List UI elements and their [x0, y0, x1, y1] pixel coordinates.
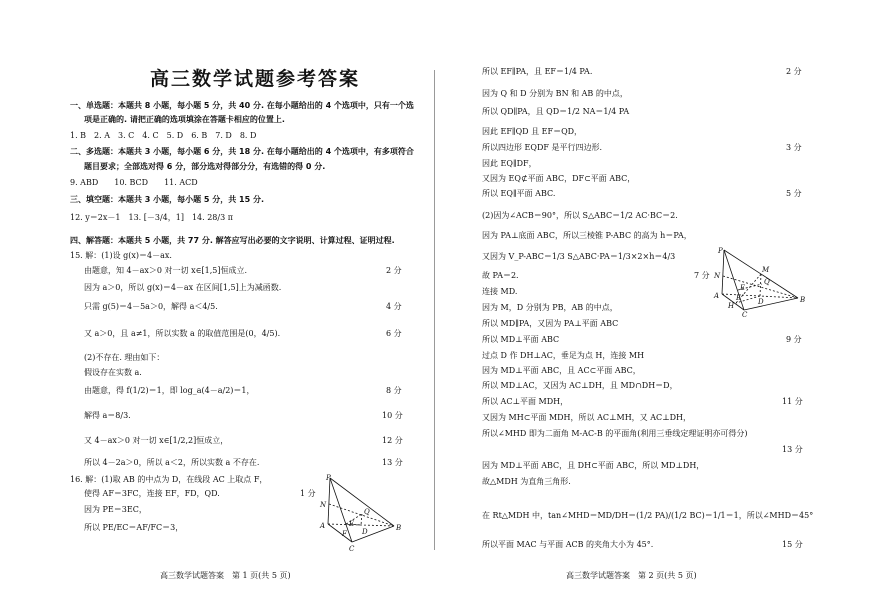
- q16-line: 所以 QD∥PA，且 QD＝1/2 NA＝1/4 PA: [482, 107, 630, 116]
- q16-line: 又因为 V_P-ABC＝1/3 S△ABC·PA＝1/3×2×h＝4/3: [482, 252, 676, 261]
- fig2-label-f: F: [736, 294, 741, 302]
- score-mark: 3 分: [786, 143, 802, 152]
- fig2-label-c: C: [742, 311, 748, 318]
- q16-line: 16. 解：(1)取 AB 的中点为 D，在线段 AC 上取点 F，: [70, 475, 268, 484]
- page-divider: [434, 70, 435, 550]
- q16-line: 所以平面 MAC 与平面 ACB 的夹角大小为 45°.: [482, 540, 654, 549]
- section-1-heading-cont: 项是正确的. 请把正确的选项填涂在答题卡相应的位置上.: [84, 115, 285, 124]
- q15-line: 15. 解：(1)设 g(x)＝4－ax.: [70, 251, 172, 260]
- q16-line: 因为 M，D 分别为 PB，AB 的中点，: [482, 303, 618, 312]
- fig2-label-e: E: [740, 284, 746, 292]
- fig1-label-p: P: [326, 474, 331, 482]
- pyramid-figure-2: [712, 246, 812, 318]
- q16-line: 因为 MD⊥平面 ABC，且 DH⊂平面 ABC，所以 MD⊥DH，: [482, 461, 705, 470]
- page-title: 高三数学试题参考答案: [150, 68, 361, 90]
- score-mark: 1 分: [300, 489, 316, 498]
- fig1-label-n: N: [320, 501, 327, 509]
- section-2-heading: 二、多选题：本题共 3 小题，每小题 6 分，共 18 分. 在每小题给出的 4 个选项中，有多项符合: [70, 147, 414, 156]
- q16-line: 故△MDH 为直角三角形.: [482, 477, 571, 486]
- q15-line: 假设存在实数 a.: [84, 368, 142, 377]
- q16-line: 在 Rt△MDH 中，tan∠MHD＝MD/DH＝(1/2 PA)/(1/2 BC)＝1/1＝1，所以∠MHD＝45°: [482, 511, 814, 520]
- fig2-label-q: Q: [764, 278, 770, 286]
- q16-line: 所以 AC⊥平面 MDH，: [482, 397, 569, 406]
- q16-line: 因此 EF∥QD 且 EF＝QD，: [482, 127, 583, 136]
- score-mark: 6 分: [386, 329, 402, 338]
- q16-line: 因此 EQ∥DF，: [482, 159, 537, 168]
- score-mark: 9 分: [786, 335, 802, 344]
- score-mark: 12 分: [382, 436, 403, 445]
- fig1-label-q: Q: [364, 508, 370, 516]
- fill-answers: 12. y＝2x－1 13. [－3/4，1] 14. 28/3 π: [70, 213, 233, 222]
- q16-line: 故 PA＝2.: [482, 271, 519, 280]
- q16-line: 过点 D 作 DH⊥AC，垂足为点 H，连接 MH: [482, 351, 645, 360]
- q16-line: 因为 PA⊥底面 ABC，所以三棱锥 P-ABC 的高为 h＝PA，: [482, 231, 692, 240]
- score-mark: 13 分: [782, 445, 803, 454]
- fig2-label-a: A: [714, 292, 720, 300]
- score-mark: 15 分: [782, 540, 803, 549]
- q16-line: 又因为 MH⊂平面 MDH，所以 AC⊥MH，又 AC⊥DH，: [482, 413, 692, 422]
- score-mark: 13 分: [382, 458, 403, 467]
- q16-line: 使得 AF＝3FC，连接 EF，FD，QD.: [84, 489, 220, 498]
- fig2-label-n: N: [714, 272, 721, 280]
- score-mark: 5 分: [786, 189, 802, 198]
- q16-line: 因为 Q 和 D 分别为 BN 和 AB 的中点，: [482, 89, 628, 98]
- q16-line: 连接 MD.: [482, 287, 518, 296]
- q15-line: 由题意，得 f(1/2)＝1，即 log_a(4－a/2)＝1，: [84, 386, 255, 395]
- score-mark: 10 分: [382, 411, 403, 420]
- section-4-heading: 四、解答题：本题共 5 小题，共 77 分. 解答应写出必要的文字说明、计算过程、证明过程.: [70, 236, 395, 245]
- q15-line: (2)不存在. 理由如下：: [84, 353, 165, 362]
- q16-line: 因为 MD⊥平面 ABC，且 AC⊂平面 ABC，: [482, 366, 641, 375]
- q15-line: 因为 a＞0，所以 g(x)＝4－ax 在区间[1,5]上为减函数.: [84, 283, 282, 292]
- q16-line: 又因为 EQ⊄平面 ABC，DF⊂平面 ABC，: [482, 174, 636, 183]
- fig1-label-d: D: [362, 528, 368, 536]
- q16-line: 所以 PE/EC＝AF/FC＝3，: [84, 523, 184, 532]
- page-footer: 高三数学试题答案 第 1 页(共 5 页): [160, 571, 291, 580]
- q16-line: 所以∠MHD 即为二面角 M-AC-B 的平面角(利用三垂线定理证明亦可得分): [482, 429, 748, 438]
- fig2-label-h: H: [728, 302, 735, 310]
- fig2-label-d: D: [758, 298, 764, 306]
- score-mark: 2 分: [786, 67, 802, 76]
- fig1-label-c: C: [349, 545, 355, 553]
- q16-line: 所以 MD⊥AC，又因为 AC⊥DH，且 MD∩DH＝D，: [482, 381, 678, 390]
- section-1-heading: 一、单选题：本题共 8 小题，每小题 5 分，共 40 分. 在每小题给出的 4 个选项中，只有一个选: [70, 101, 414, 110]
- q15-line: 解得 a＝8/3.: [84, 411, 131, 420]
- q15-line: 又 a＞0，且 a≠1，所以实数 a 的取值范围是(0，4/5).: [84, 329, 281, 338]
- score-mark: 4 分: [386, 302, 402, 311]
- section-2-heading-cont: 题目要求；全部选对得 6 分，部分选对得部分分，有选错的得 0 分.: [84, 162, 326, 171]
- score-mark: 8 分: [386, 386, 402, 395]
- fig1-label-b: B: [396, 524, 402, 532]
- fig1-label-e: E: [349, 520, 355, 528]
- q15-line: 由题意，知 4－ax＞0 对一切 x∈[1,5]恒成立.: [84, 266, 248, 275]
- score-mark: 2 分: [386, 266, 402, 275]
- score-mark: 7 分: [694, 271, 710, 280]
- q16-line: (2)因为∠ACB＝90°，所以 S△ABC＝1/2 AC·BC＝2.: [482, 211, 678, 220]
- q15-line: 只需 g(5)＝4－5a＞0，解得 a＜4/5.: [84, 302, 218, 311]
- fig2-label-m: M: [762, 266, 770, 274]
- score-mark: 11 分: [782, 397, 803, 406]
- q15-line: 所以 4－2a＞0，所以 a＜2，所以实数 a 不存在.: [84, 458, 260, 467]
- q16-line: 所以 EQ∥平面 ABC.: [482, 189, 556, 198]
- q16-line: 所以 MD⊥平面 ABC: [482, 335, 560, 344]
- fig1-label-f: F: [342, 530, 347, 538]
- fig1-label-a: A: [320, 522, 326, 530]
- multi-answers: 9. ABD 10. BCD 11. ACD: [70, 178, 198, 187]
- page-footer: 高三数学试题答案 第 2 页(共 5 页): [566, 571, 697, 580]
- fig2-label-b: B: [800, 296, 806, 304]
- mc-answers: 1. B 2. A 3. C 4. C 5. D 6. B 7. D 8. D: [70, 131, 257, 140]
- right-page: [440, 0, 865, 611]
- fig2-label-p: P: [718, 247, 723, 255]
- q16-line: 所以 EF∥PA，且 EF＝1/4 PA.: [482, 67, 593, 76]
- pyramid-figure-1: [318, 474, 408, 554]
- left-page: [0, 0, 425, 611]
- q16-line: 因为 PE＝3EC，: [84, 505, 147, 514]
- q15-line: 又 4－ax＞0 对一切 x∈[1/2,2]恒成立，: [84, 436, 229, 445]
- q16-line: 所以四边形 EQDF 是平行四边形.: [482, 143, 602, 152]
- q16-line: 所以 MD∥PA，又因为 PA⊥平面 ABC: [482, 319, 619, 328]
- section-3-heading: 三、填空题：本题共 3 小题，每小题 5 分，共 15 分.: [70, 195, 265, 204]
